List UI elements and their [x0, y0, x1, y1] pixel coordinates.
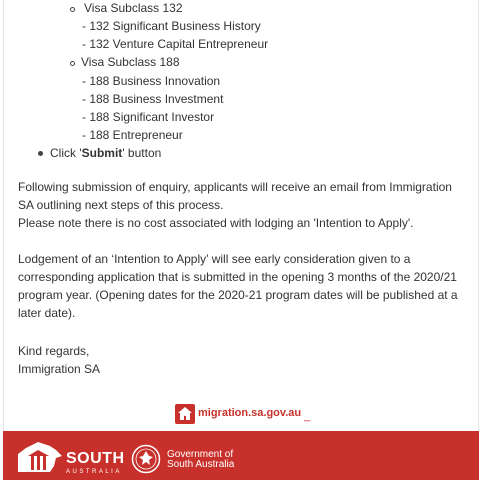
list-bullet — [70, 7, 75, 12]
submit-step-prefix: Click ' — [50, 146, 82, 160]
visa-subclass-188-heading: Visa Subclass 188 — [81, 55, 180, 69]
list-bullet — [38, 151, 43, 156]
list-bullet — [70, 61, 75, 66]
government-line-1: Government of — [167, 449, 234, 460]
paragraph-line: SA outlining next steps of this process. — [18, 198, 224, 212]
website-link[interactable]: migration.sa.gov.au — [198, 407, 302, 419]
closing-text: Kind regards, — [18, 344, 90, 358]
submit-step — [50, 144, 161, 162]
lodgement-paragraph: Lodgement of an ‘Intention to Apply’ will see early consideration given to a corresponding application that is submitted in the opening 3 months of the 2020/21 program year. (Opening dates for the 2020-21 program dates will be published at a later date). — [18, 252, 458, 320]
list-item: - 188 Entrepreneur — [82, 128, 183, 142]
submit-step-suffix: ' button — [122, 146, 162, 160]
government-seal-icon — [131, 444, 161, 474]
paragraph-line: Following submission of enquiry, applicants will receive an email from Immigration — [18, 180, 452, 194]
signature-text: Immigration SA — [18, 362, 101, 376]
list-item: - 132 Venture Capital Entrepreneur — [82, 37, 269, 51]
home-icon[interactable] — [175, 404, 195, 424]
paragraph-line: Please note there is no cost associated with lodging an 'Intention to Apply'. — [18, 216, 414, 230]
government-line-2: South Australia — [167, 459, 235, 470]
list-item: - 188 Significant Investor — [82, 110, 215, 124]
list-item: - 188 Business Investment — [82, 92, 224, 106]
south-australia-logo-icon — [16, 440, 64, 474]
logo-main-text: SOUTH — [66, 450, 125, 467]
list-item: - 188 Business Innovation — [82, 74, 221, 88]
submit-step-bold: Submit — [81, 146, 123, 160]
visa-subclass-132-heading: Visa Subclass 132 — [84, 1, 183, 15]
list-item: - 132 Significant Business History — [82, 19, 261, 33]
link-underline: _ — [304, 410, 311, 422]
logo-sub-text: AUSTRALIA — [66, 469, 122, 475]
